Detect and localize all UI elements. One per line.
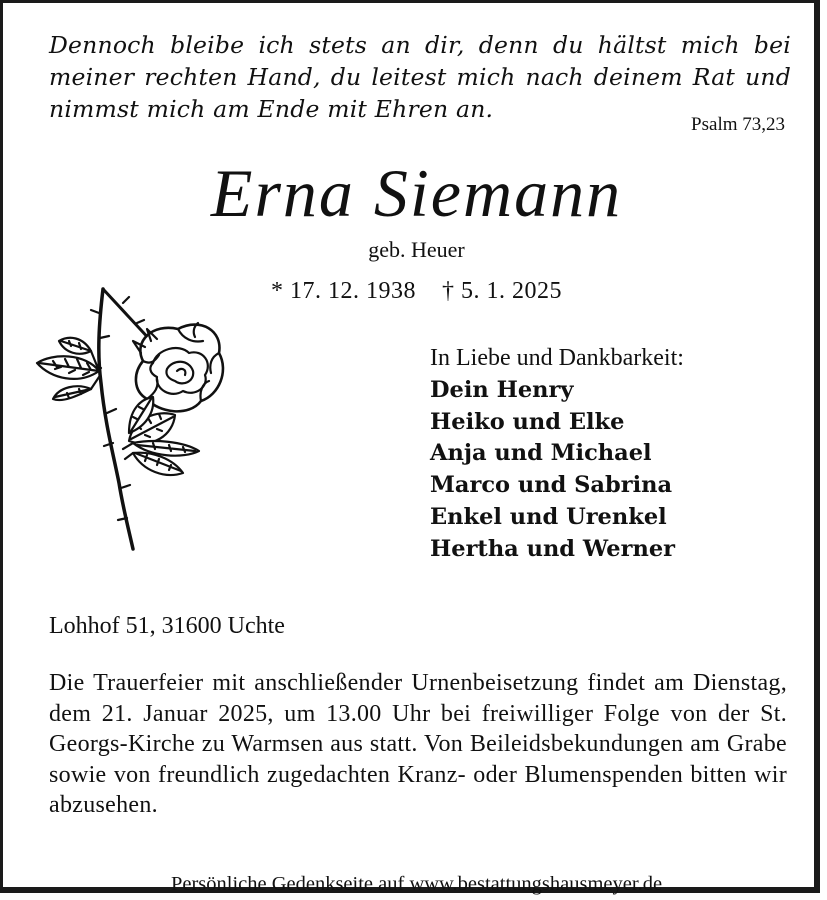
family-member: Marco und Sabrina bbox=[430, 472, 673, 499]
family-member: Hertha und Werner bbox=[430, 535, 676, 562]
deceased-name: Erna Siemann bbox=[210, 155, 623, 231]
verse-source: Psalm 73,23 bbox=[691, 114, 785, 135]
funeral-notice: Die Trauerfeier mit anschließender Urnenbeisetzung findet am Dienstag, dem 21. Januar 2025, um 13.00 Uhr bei freiwilliger Folge von der St. Georgs-Kirche zu Warmsen aus statt. Von Beileidsbekundungen am Grabe sowie von freundlich zugedachten Kranz- oder Blumenspenden bitten wir abzusehen. bbox=[49, 670, 787, 818]
family-member: Dein Henry bbox=[430, 376, 574, 403]
family-member: Heiko und Elke bbox=[430, 408, 625, 435]
bible-verse: Dennoch bleibe ich stets an dir, denn du hältst mich bei meiner rechten Hand, du leitest mich nach deinem Rat und nimmst mich am Ende mit Ehren an. bbox=[49, 31, 791, 123]
memorial-page-link[interactable]: Persönliche Gedenkseite auf www.bestattungshausmeyer.de bbox=[170, 873, 663, 895]
family-member: Anja und Michael bbox=[430, 440, 652, 467]
address: Lohhof 51, 31600 Uchte bbox=[49, 613, 285, 639]
family-intro: In Liebe und Dankbarkeit: bbox=[430, 345, 684, 371]
maiden-name: geb. Heuer bbox=[368, 237, 465, 262]
death-date: † 5. 1. 2025 bbox=[442, 278, 562, 304]
rose-icon bbox=[33, 283, 238, 553]
birth-date: * 17. 12. 1938 bbox=[271, 278, 416, 304]
family-list bbox=[430, 343, 810, 566]
family-member: Enkel und Urenkel bbox=[430, 503, 667, 530]
